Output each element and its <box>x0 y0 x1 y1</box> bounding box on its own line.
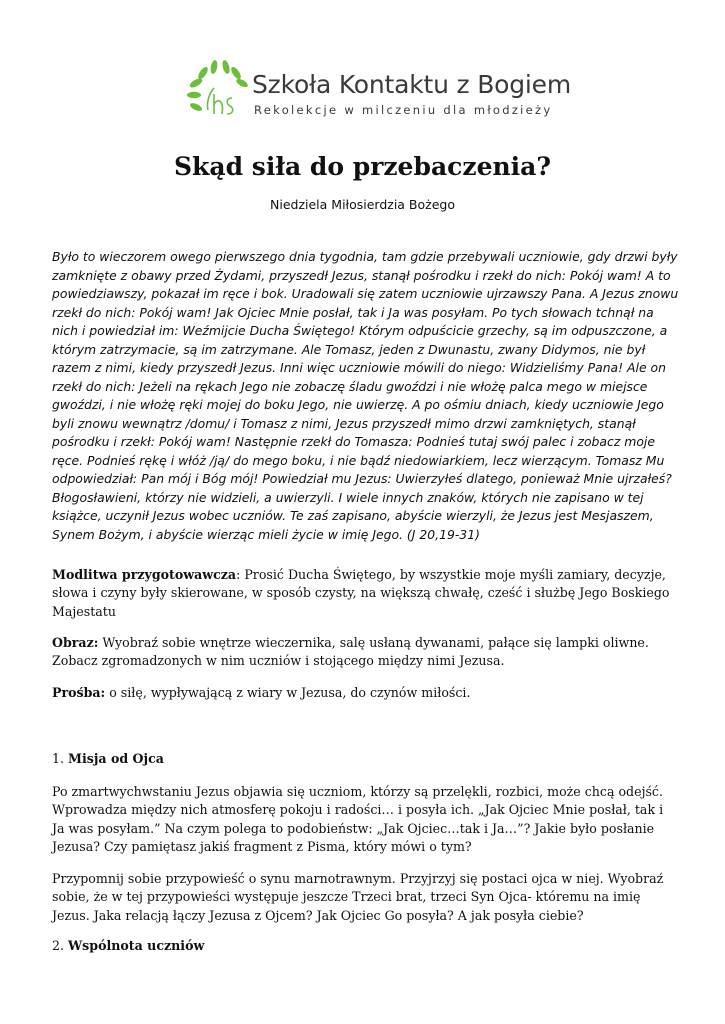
section-number: 1 <box>52 751 61 766</box>
section-heading: 2. Wspólnota uczniów <box>52 938 205 953</box>
page-subtitle: Niedziela Miłosierdzia Bożego <box>270 197 455 212</box>
prayer-label: Modlitwa przygotowawcza <box>52 567 237 582</box>
scripture-passage: Było to wieczorem owego pierwszego dnia tygodnia, tam gdzie przebywali uczniowie, gdy drzwi były zamknięte z obawy przed Żydami, przyszedł Jezus, stanął pośrodku i rzekł do nich: Pokój wam! A to powiedziawszy, pokazał im ręce i bok. Uradowali się zatem uczniowie ujrzawszy Pana. A Jezus znowu rzekł do nich: Pokój wam! Jak Ojciec Mnie posłał, tak i Ja was posyłam. Po tych słowach tchnął na nich i powiedział im: Weźmijcie Ducha Świętego! Którym odpuścicie grzechy, są im odpuszczone, a którym zatrzymacie, są im zatrzymane. Ale Tomasz, jeden z Dwunastu, zwany Didymos, nie był razem z nimi, kiedy przyszedł Jezus. Inni więc uczniowie mówili do niego: Widzieliśmy Pana! Ale on rzekł do nich: Jeżeli na rękach Jego nie zobaczę śladu gwoździ i nie włożę palca mego w miejsce gwoździ, i nie włożę ręki mojej do boku Jego, nie uwierzę. A po ośmiu dniach, kiedy uczniowie Jego byli znowu wewnątrz /domu/ i Tomasz z nimi, Jezus przyszedł mimo drzwi zamkniętych, stanął pośrodku i rzekł: Pokój wam! Następnie rzekł do Tomasza: Podnieś tutaj swój palec i zobacz moje ręce. Podnieś rękę i włóż /ją/ do mego boku, i nie bądź niedowiarkiem, lecz wierzącym. Tomasz Mu odpowiedział: Pan mój i Bóg mój! Powiedział mu Jezus: Uwierzyłeś dlatego, ponieważ Mnie ujrzałeś? Błogosławieni, którzy nie widzieli, a uwierzyli. I wiele innych znaków, których nie zapisano w tej książce, uczynił Jezus wobec uczniów. Te zaś zapisano, abyście wierzyli, że Jezus jest Mesjaszem, Synem Bożym, i abyście wierząc mieli życie w imię Jego. (J 20,19-31) <box>52 249 679 542</box>
section-paragraph: Przypomnij sobie przypowieść o synu marnotrawnym. Przyjrzyj się postaci ojca w niej. Wyobraź sobie, że w tej przypowieści występuje jeszcze Trzeci brat, trzeci Syn Ojca- któremu na imię Jezus. Jaka relacją łączy Jezusa z Ojcem? Jak Ojciec Go posyła? A jak posyła ciebie? <box>52 871 664 923</box>
brand-logo <box>184 58 571 128</box>
prayer-paragraph <box>52 566 678 621</box>
section-paragraph: Po zmartwychwstaniu Jezus objawia się uczniom, którzy są przelękli, rozbici, może chcą odejść. Wprowadza między nich atmosferę pokoju i radości… i posyła ich. „Jak Ojciec Mnie posłał, tak i Ja was posyłam.” Na czym polega to podobieństw: „Jak Ojciec…tak i Ja…”? Jakie było posłanie Jezusa? Czy pamiętasz jakiś fragment z Pisma, który mówi o tym? <box>52 784 664 854</box>
request-text: o siłę, wypływającą z wiary w Jezusa, do czynów miłości. <box>105 685 471 700</box>
image-paragraph <box>52 634 678 671</box>
brand-subtitle: Rekolekcje w milczeniu dla młodzieży <box>254 103 553 117</box>
section-title: Wspólnota uczniów <box>68 938 205 953</box>
prayer-text: : Prosić Ducha Świętego, by wszystkie moje myśli zamiary, decyzje, słowa i czyny były skierowane, w sposób czysty, na większą chwałę, cześć i służbę Jego Boskiego Majestatu <box>52 567 670 619</box>
sun-rays-logo-icon <box>184 58 248 126</box>
section-title: Misja od Ojca <box>68 751 164 766</box>
section-heading: 1. Misja od Ojca <box>52 751 164 766</box>
brand-title: Szkoła Kontaktu z Bogiem <box>252 70 571 99</box>
image-text: Wyobraź sobie wnętrze wieczernika, salę usłaną dywanami, pałące się lampki oliwne. Zobacz zgromadzonych w nim uczniów i stojącego między nimi Jezusa. <box>52 635 649 669</box>
section-number: 2 <box>52 938 61 953</box>
page-title: Skąd siła do przebaczenia? <box>174 152 551 181</box>
request-label: Prośba: <box>52 685 106 700</box>
request-paragraph <box>52 684 678 702</box>
image-label: Obraz: <box>52 635 99 650</box>
